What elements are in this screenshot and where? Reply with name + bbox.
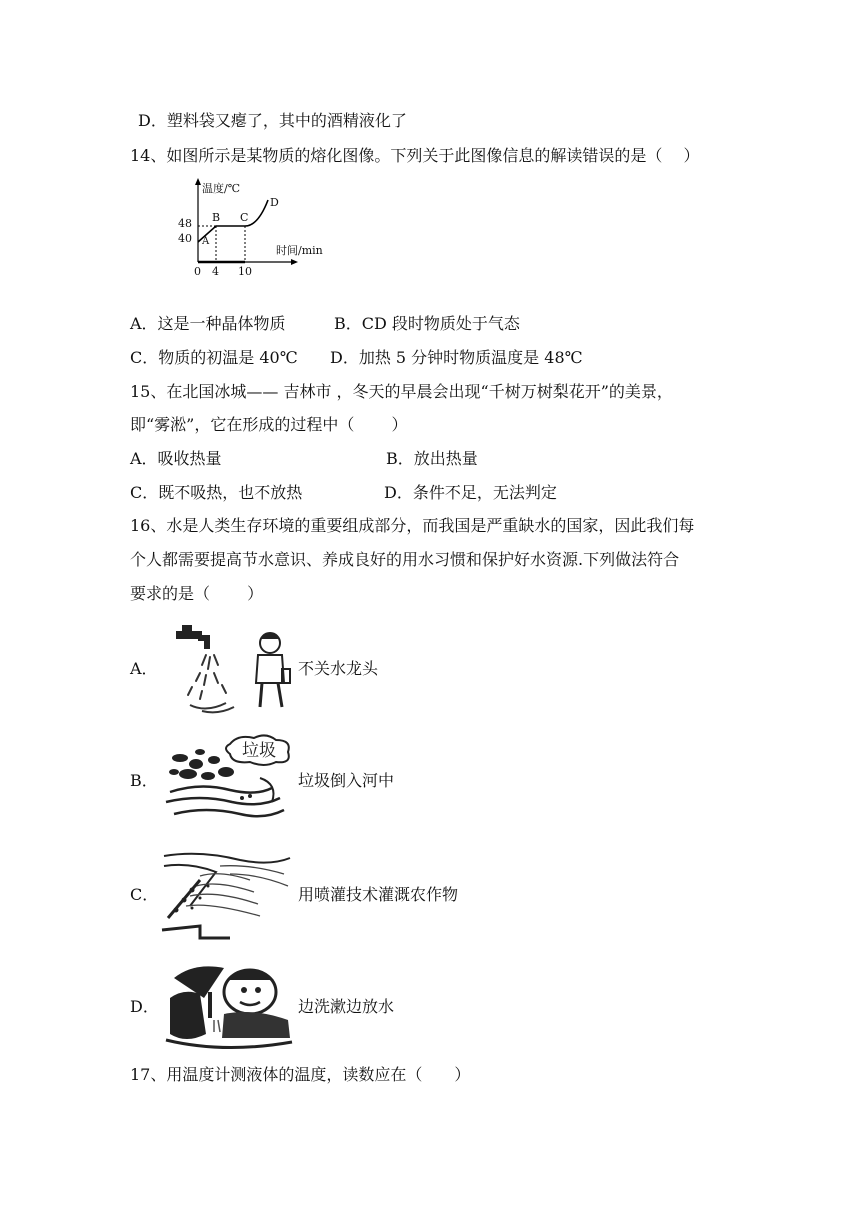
q16-stem-line1: 16、水是人类生存环境的重要组成部分，而我国是严重缺水的国家，因此我们每 (130, 516, 695, 535)
q16-option-b-letter: B． (130, 771, 158, 790)
q17-stem: 17、用温度计测液体的温度，读数应在（ ） (130, 1065, 471, 1084)
q16-stem-line2: 个人都需要提高节水意识、养成良好的用水习惯和保护好水资源.下列做法符合 (130, 550, 680, 569)
sprinkler-field-icon (160, 846, 294, 942)
graph-xtick-10: 10 (238, 265, 252, 278)
q15-option-a: A．吸收热量 (130, 449, 222, 468)
q14-option-a: A．这是一种晶体物质 (130, 314, 286, 333)
graph-ytick-40: 40 (178, 232, 192, 245)
graph-xtick-0: 0 (194, 265, 201, 278)
graph-point-a: A (202, 236, 210, 247)
q14-option-b: B．CD 段时物质处于气态 (334, 314, 520, 333)
graph-xtick-4: 4 (212, 265, 219, 278)
q15-stem-line1: 15、在北国冰城—— 吉林市 ，冬天的早晨会出现“千树万树梨花开”的美景， (130, 382, 673, 401)
graph-point-d: D (270, 196, 279, 209)
q13-option-d: D．塑料袋又瘪了，其中的酒精液化了 (138, 111, 407, 130)
garbage-sign-text: 垃圾 (242, 741, 276, 761)
running-faucet-icon (162, 625, 292, 715)
q15-stem-line2: 即“雾淞”，它在形成的过程中（ ） (130, 415, 408, 434)
q16-option-d-caption: 边洗漱边放水 (298, 997, 395, 1016)
q14-option-d: D．加热 5 分钟时物质温度是 48℃ (330, 348, 583, 367)
graph-xlabel: 时间/min (276, 244, 323, 257)
q16-option-c-letter: C． (130, 885, 159, 904)
graph-ytick-48: 48 (178, 217, 192, 230)
melting-graph (178, 176, 338, 286)
q16-option-c-caption: 用喷灌技术灌溉农作物 (298, 885, 459, 904)
graph-ylabel: 温度/℃ (202, 182, 241, 195)
q16-option-a-caption: 不关水龙头 (298, 659, 379, 678)
q15-option-d: D．条件不足，无法判定 (384, 483, 557, 502)
q15-option-c: C．既不吸热，也不放热 (130, 483, 303, 502)
q14-stem: 14、如图所示是某物质的熔化图像。下列关于此图像信息的解读错误的是（ ） (130, 146, 700, 165)
q14-option-c: C．物质的初温是 40℃ (130, 348, 298, 367)
q16-option-a-letter: A． (130, 659, 158, 678)
washing-face-icon (164, 958, 296, 1052)
garbage-river-icon (160, 732, 294, 828)
graph-point-c: C (240, 211, 249, 224)
graph-point-b: B (212, 211, 221, 224)
q16-option-d-letter: D． (130, 997, 159, 1016)
q16-stem-line3: 要求的是（ ） (130, 584, 264, 603)
q15-option-b: B．放出热量 (386, 449, 478, 468)
q16-option-b-caption: 垃圾倒入河中 (298, 771, 395, 790)
